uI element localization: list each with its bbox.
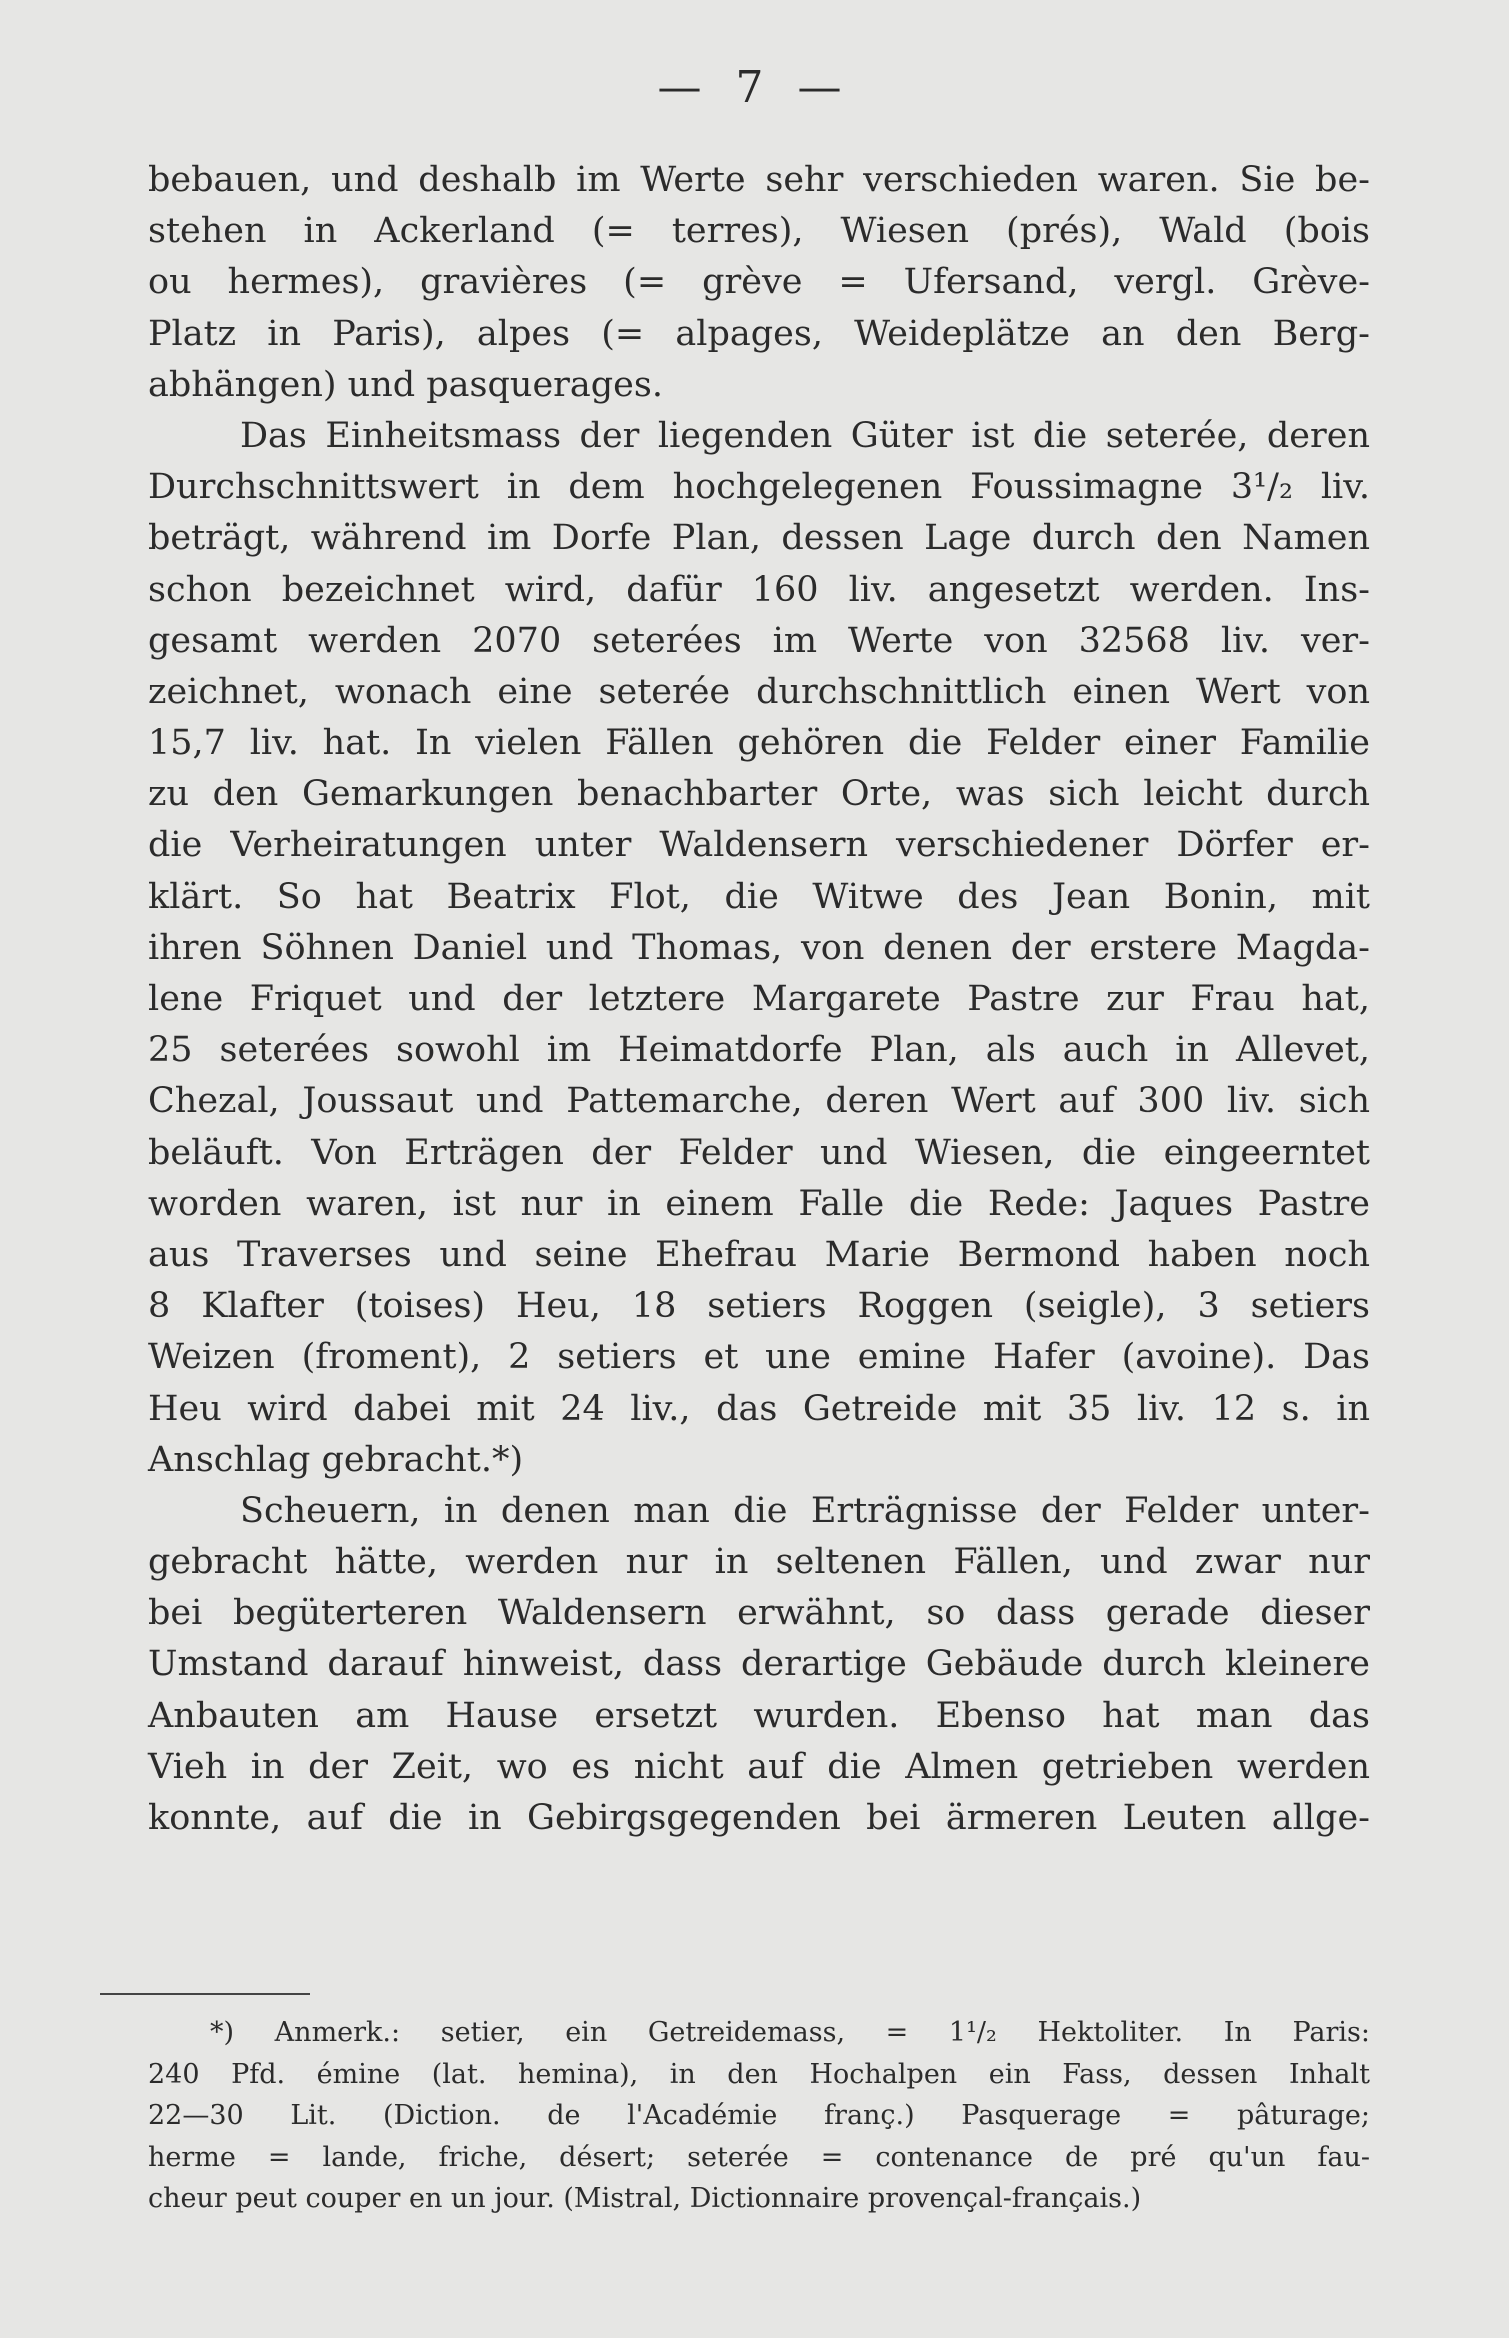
- footnote-line: herme = lande, friche, désert; seterée = contenance de pré qu'un fau-: [148, 2141, 1370, 2173]
- text-line: bei begüterteren Waldensern erwähnt, so dass gerade dieser: [148, 1593, 1370, 1634]
- text-line: stehen in Ackerland (= terres), Wiesen (prés), Wald (bois: [148, 211, 1370, 252]
- text-line: Durchschnittswert in dem hochgelegenen Foussimagne 3¹/₂ liv.: [148, 467, 1370, 508]
- text-line: Heu wird dabei mit 24 liv., das Getreide mit 35 liv. 12 s. in: [148, 1388, 1370, 1429]
- text-line: beläuft. Von Erträgen der Felder und Wiesen, die eingeerntet: [148, 1132, 1370, 1173]
- footnote-line: cheur peut couper en un jour. (Mistral, Dictionnaire provençal-français.): [148, 2183, 1142, 2215]
- text-line: konnte, auf die in Gebirgsgegenden bei ärmeren Leuten allge-: [148, 1798, 1370, 1838]
- text-line: Anbauten am Hause ersetzt wurden. Ebenso hat man das: [148, 1695, 1370, 1736]
- text-line: aus Traverses und seine Ehefrau Marie Bermond haben noch: [148, 1234, 1370, 1275]
- text-line: lene Friquet und der letztere Margarete Pastre zur Frau hat,: [148, 979, 1370, 1019]
- text-line: zeichnet, wonach eine seterée durchschnittlich einen Wert von: [148, 671, 1370, 712]
- text-line: worden waren, ist nur in einem Falle die Rede: Jaques Pastre: [148, 1183, 1370, 1224]
- footnote-line: *) Anmerk.: setier, ein Getreidemass, = 1¹/₂ Hektoliter. In Paris:: [210, 2017, 1370, 2048]
- text-line: gebracht hätte, werden nur in seltenen Fällen, und zwar nur: [148, 1542, 1370, 1583]
- text-line: ihren Söhnen Daniel und Thomas, von denen der erstere Magda-: [148, 927, 1370, 968]
- text-line: die Verheiratungen unter Waldensern verschiedener Dörfer er-: [148, 825, 1370, 866]
- footnote-line: 240 Pfd. émine (lat. hemina), in den Hochalpen ein Fass, dessen Inhalt: [148, 2058, 1370, 2090]
- footnote-line: 22—30 Lit. (Diction. de l'Académie franç.) Pasquerage = pâturage;: [148, 2100, 1370, 2132]
- text-line: schon bezeichnet wird, dafür 160 liv. angesetzt werden. Ins-: [148, 569, 1370, 610]
- text-line: Anschlag gebracht.*): [148, 1439, 524, 1480]
- text-line: ou hermes), gravières (= grève = Ufersand, vergl. Grève-: [148, 262, 1370, 303]
- text-line: Platz in Paris), alpes (= alpages, Weideplätze an den Berg-: [148, 313, 1370, 354]
- text-line: beträgt, während im Dorfe Plan, dessen Lage durch den Namen: [148, 518, 1370, 559]
- text-line: 15,7 liv. hat. In vielen Fällen gehören die Felder einer Familie: [148, 723, 1370, 764]
- text-line: Vieh in der Zeit, wo es nicht auf die Almen getrieben werden: [148, 1746, 1370, 1787]
- page-number: — 7 —: [657, 62, 852, 113]
- footnote: [148, 2012, 1370, 2220]
- text-line: 8 Klafter (toises) Heu, 18 setiers Roggen (seigle), 3 setiers: [148, 1286, 1370, 1327]
- body-text: [148, 155, 1370, 1844]
- text-line: klärt. So hat Beatrix Flot, die Witwe des Jean Bonin, mit: [148, 876, 1370, 917]
- footnote-divider: [100, 1993, 310, 1995]
- text-line: Das Einheitsmass der liegenden Güter ist die seterée, deren: [240, 415, 1370, 456]
- text-line: bebauen, und deshalb im Werte sehr verschieden waren. Sie be-: [148, 160, 1370, 200]
- text-line: zu den Gemarkungen benachbarter Orte, was sich leicht durch: [148, 774, 1370, 815]
- text-line: Chezal, Joussaut und Pattemarche, deren Wert auf 300 liv. sich: [148, 1081, 1370, 1122]
- text-line: Umstand darauf hinweist, dass derartige Gebäude durch kleinere: [148, 1644, 1370, 1685]
- text-line: gesamt werden 2070 seterées im Werte von 32568 liv. ver-: [148, 620, 1370, 661]
- text-line: abhängen) und pasquerages.: [148, 364, 663, 405]
- text-line: Weizen (froment), 2 setiers et une emine Hafer (avoine). Das: [148, 1337, 1370, 1378]
- text-line: 25 seterées sowohl im Heimatdorfe Plan, als auch in Allevet,: [148, 1030, 1370, 1071]
- text-line: Scheuern, in denen man die Erträgnisse der Felder unter-: [240, 1490, 1370, 1531]
